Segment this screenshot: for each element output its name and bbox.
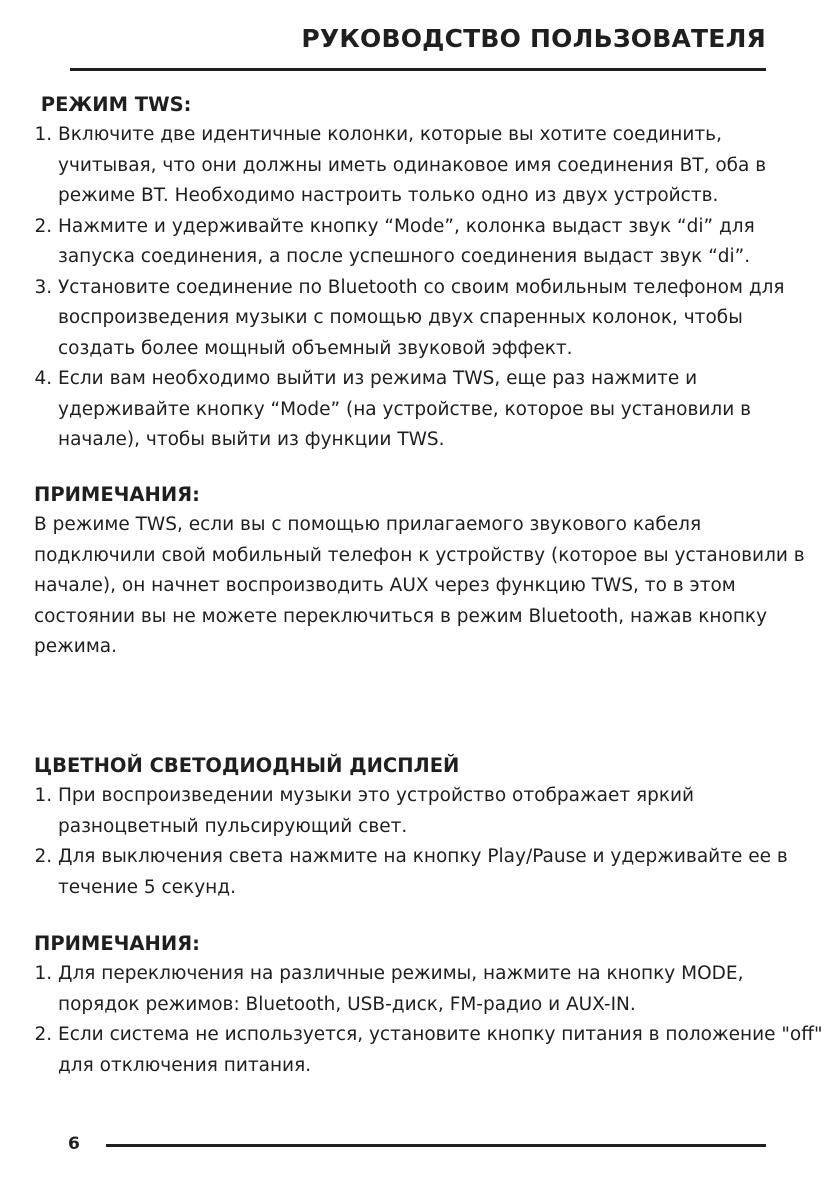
page-header-title: РУКОВОДСТВО ПОЛЬЗОВАТЕЛЯ [301,24,766,53]
footer-divider [106,1144,766,1147]
notes2-item-2: 2. Если система не используется, установите кнопку питания в положение "off" для отключения питания. [58,1020,824,1081]
tws-section [34,90,824,456]
tws-steps-list [34,120,824,456]
page-number: 6 [68,1134,80,1154]
tws-step-1: 1. Включите две идентичные колонки, которые вы хотите соединить, учитывая, что они должны иметь одинаковое имя соединения BT, оба в режиме BT. Необходимо настроить только одно из двух устройств. [58,120,824,212]
notes2-item-1: 1. Для переключения на различные режимы, нажмите на кнопку MODE, порядок режимов: Bluetooth, USB-диск, FM-радио и AUX-IN. [58,959,824,1020]
notes1-paragraph: В режиме TWS, если вы с помощью прилагаемого звукового кабеля подключили свой мобильный телефон к устройству (которое вы установили в начале), он начнет воспроизводить AUX через функцию TWS, то в этом состоянии вы не можете переключиться в режим Bluetooth, нажав кнопку режима. [34,514,805,657]
led-section [34,751,824,903]
led-heading: ЦВЕТНОЙ СВЕТОДИОДНЫЙ ДИСПЛЕЙ [34,754,460,777]
header-divider [70,68,766,71]
notes2-heading: ПРИМЕЧАНИЯ: [34,932,200,955]
led-step-1: 1. При воспроизведении музыки это устройство отображает яркий разноцветный пульсирующий свет. [58,781,824,842]
notes1-section [34,480,824,663]
notes2-list [34,959,824,1081]
tws-step-3: 3. Установите соединение по Bluetooth со своим мобильным телефоном для воспроизведения музыки с помощью двух спаренных колонок, чтобы создать более мощный объемный звуковой эффект. [58,273,824,365]
notes2-section [34,929,824,1081]
notes1-heading: ПРИМЕЧАНИЯ: [34,483,200,506]
led-step-2: 2. Для выключения света нажмите на кнопку Play/Pause и удерживайте ее в течение 5 секунд. [58,842,824,903]
tws-heading: РЕЖИМ TWS: [34,93,192,116]
led-steps-list [34,781,824,903]
tws-step-2: 2. Нажмите и удерживайте кнопку “Mode”, колонка выдаст звук “di” для запуска соединения, а после успешного соединения выдаст звук “di”. [58,212,824,273]
tws-step-4: 4. Если вам необходимо выйти из режима TWS, еще раз нажмите и удерживайте кнопку “Mode” (на устройстве, которое вы установили в начале), чтобы выйти из функции TWS. [58,364,824,456]
